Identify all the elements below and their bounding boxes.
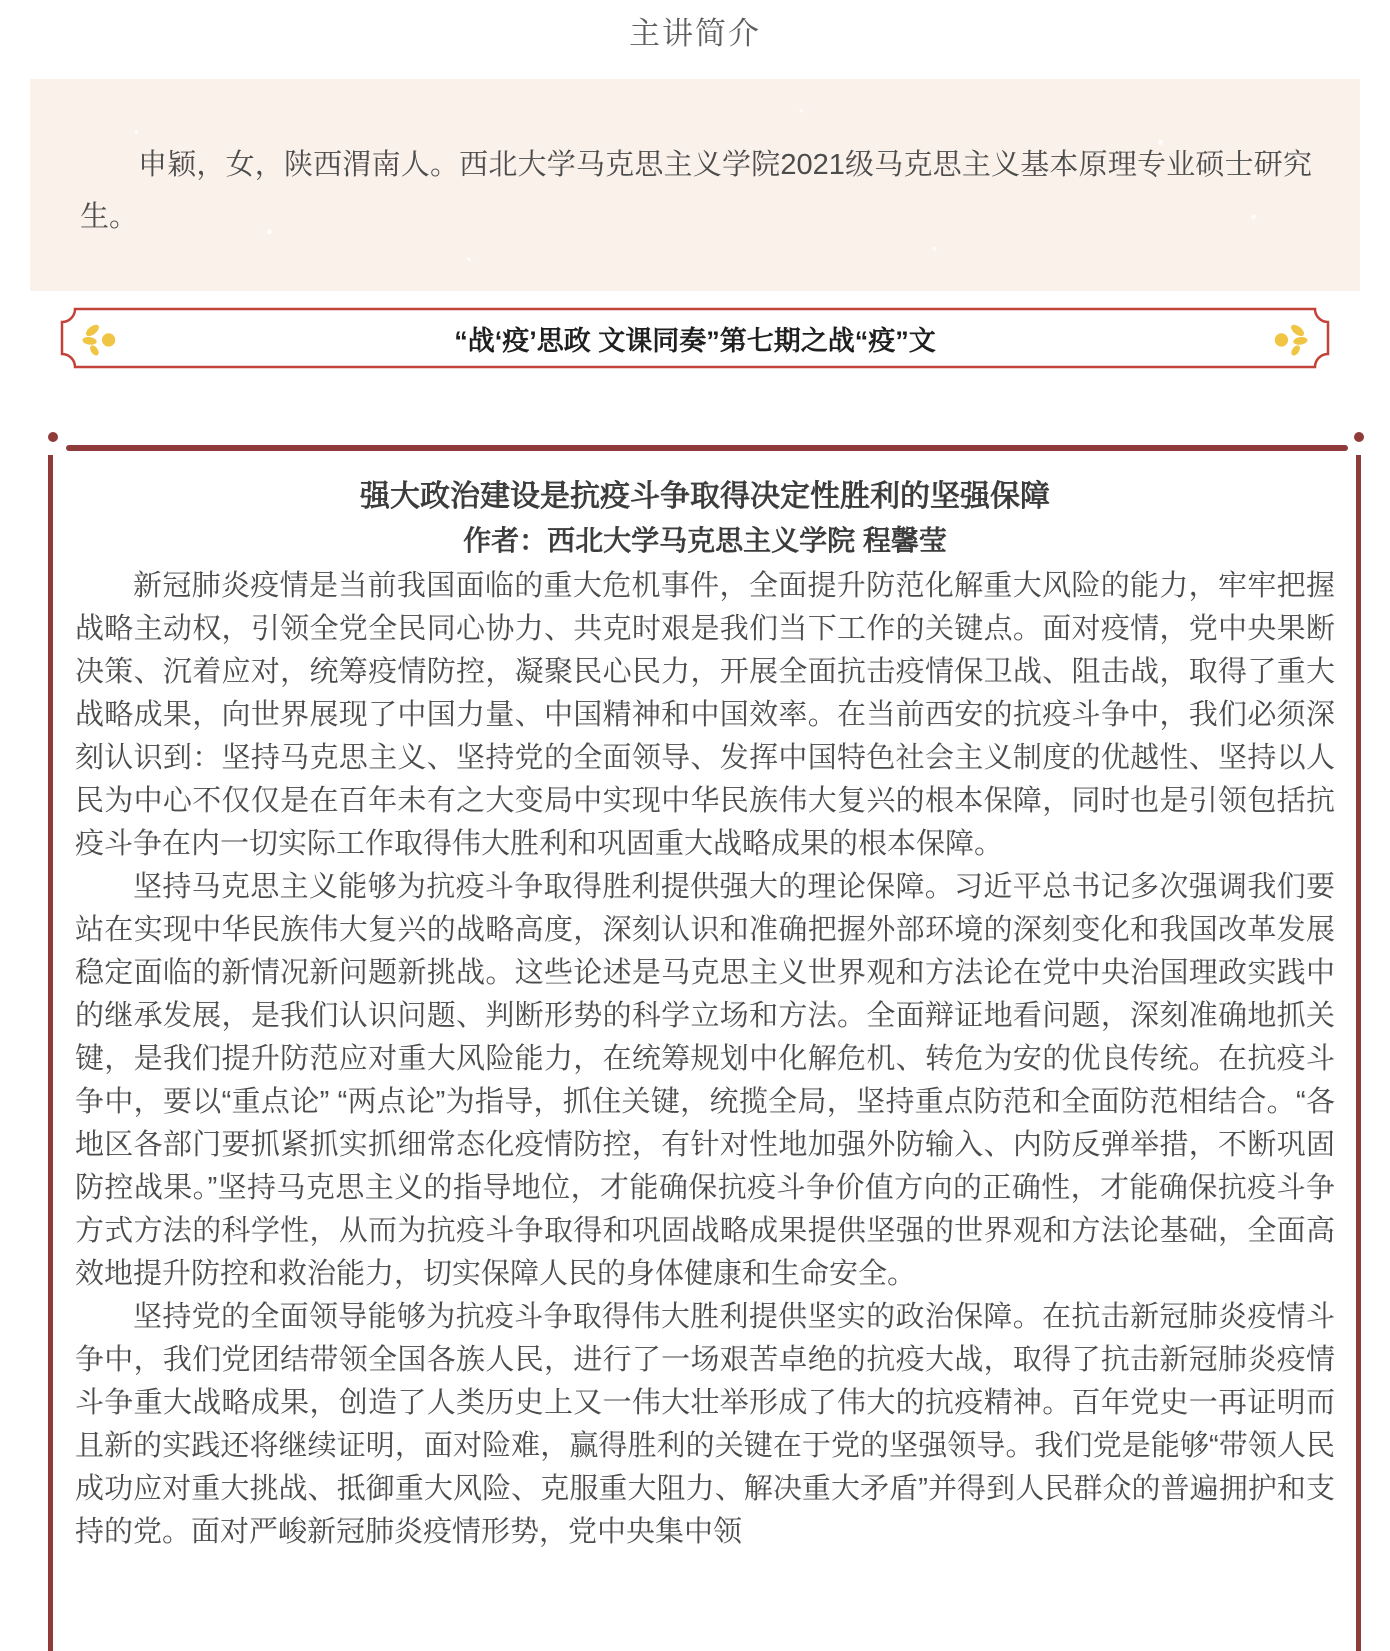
frame-left-rule [48, 455, 53, 1651]
frame-corner-dot [1354, 432, 1364, 442]
frame-top-rule [66, 445, 1348, 451]
article-paragraph: 坚持党的全面领导能够为抗疫斗争取得伟大胜利提供坚实的政治保障。在抗击新冠肺炎疫情斗争中，我们党团结带领全国各族人民，进行了一场艰苦卓绝的抗疫大战，取得了抗击新冠肺炎疫情斗争重大战略成果，创造了人类历史上又一伟大壮举形成了伟大的抗疫精神。百年党史一再证明而且新的实践还将继续证明，面对险难，赢得胜利的关键在于党的坚强领导。我们党是能够“带领人民成功应对重大挑战、抵御重大风险、克服重大阻力、解决重大矛盾”并得到人民群众的普遍拥护和支持的党。面对严峻新冠肺炎疫情形势，党中央集中领 [75, 1301, 1335, 1548]
frame-right-rule [1356, 455, 1361, 1651]
article-title: 强大政治建设是抗疫斗争取得决定性胜利的坚强保障 [360, 480, 1050, 513]
article-byline: 作者：西北大学马克思主义学院 程馨莹 [463, 525, 947, 556]
article-paragraph: 新冠肺炎疫情是当前我国面临的重大危机事件，全面提升防范化解重大风险的能力，牢牢把握战略主动权，引领全党全民同心协力、共克时艰是我们当下工作的关键点。面对疫情，党中央果断决策、沉着应对，统筹疫情防控，凝聚民心民力，开展全面抗击疫情保卫战、阻击战，取得了重大战略成果，向世界展现了中国力量、中国精神和中国效率。在当前西安的抗疫斗争中，我们必须深刻认识到：坚持马克思主义、坚持党的全面领导、发挥中国特色社会主义制度的优越性、坚持以人民为中心不仅仅是在百年未有之大变局中实现中华民族伟大复兴的根本保障，同时也是引领包括抗疫斗争在内一切实际工作取得伟大胜利和巩固重大战略成果的根本保障。 [75, 570, 1335, 860]
speaker-intro-box [30, 79, 1360, 291]
article-paragraph: 坚持马克思主义能够为抗疫斗争取得胜利提供强大的理论保障。习近平总书记多次强调我们要站在实现中华民族伟大复兴的战略高度，深刻认识和准确把握外部环境的深刻变化和我国改革发展稳定面临的新情况新问题新挑战。这些论述是马克思主义世界观和方法论在党中央治国理政实践中的继承发展，是我们认识问题、判断形势的科学立场和方法。全面辩证地看问题，深刻准确地抓关键，是我们提升防范应对重大风险能力，在统筹规划中化解危机、转危为安的优良传统。在抗疫斗争中，要以“重点论” “两点论”为指导，抓住关键，统揽全局，坚持重点防范和全面防范相结合。“各地区各部门要抓紧抓实抓细常态化疫情防控，有针对性地加强外防输入、内防反弹举措，不断巩固防控战果。”坚持马克思主义的指导地位，才能确保抗疫斗争价值方向的正确性，才能确保抗疫斗争方式方法的科学性，从而为抗疫斗争取得和巩固战略成果提供坚强的世界观和方法论基础，全面高效地提升防控和救治能力，切实保障人民的身体健康和生命安全。 [75, 871, 1335, 1290]
frame-corner-dot [48, 432, 58, 442]
speaker-intro-text: 申颖，女，陕西渭南人。西北大学马克思主义学院2021级马克思主义基本原理专业硕士研究生。 [80, 149, 1312, 233]
page-title: 主讲简介 [629, 16, 761, 51]
article [75, 476, 1335, 1554]
article-body [75, 565, 1335, 1554]
banner-title: “战‘疫’思政 文课同奏”第七期之战“疫”文 [454, 325, 936, 356]
series-banner [59, 306, 1331, 370]
